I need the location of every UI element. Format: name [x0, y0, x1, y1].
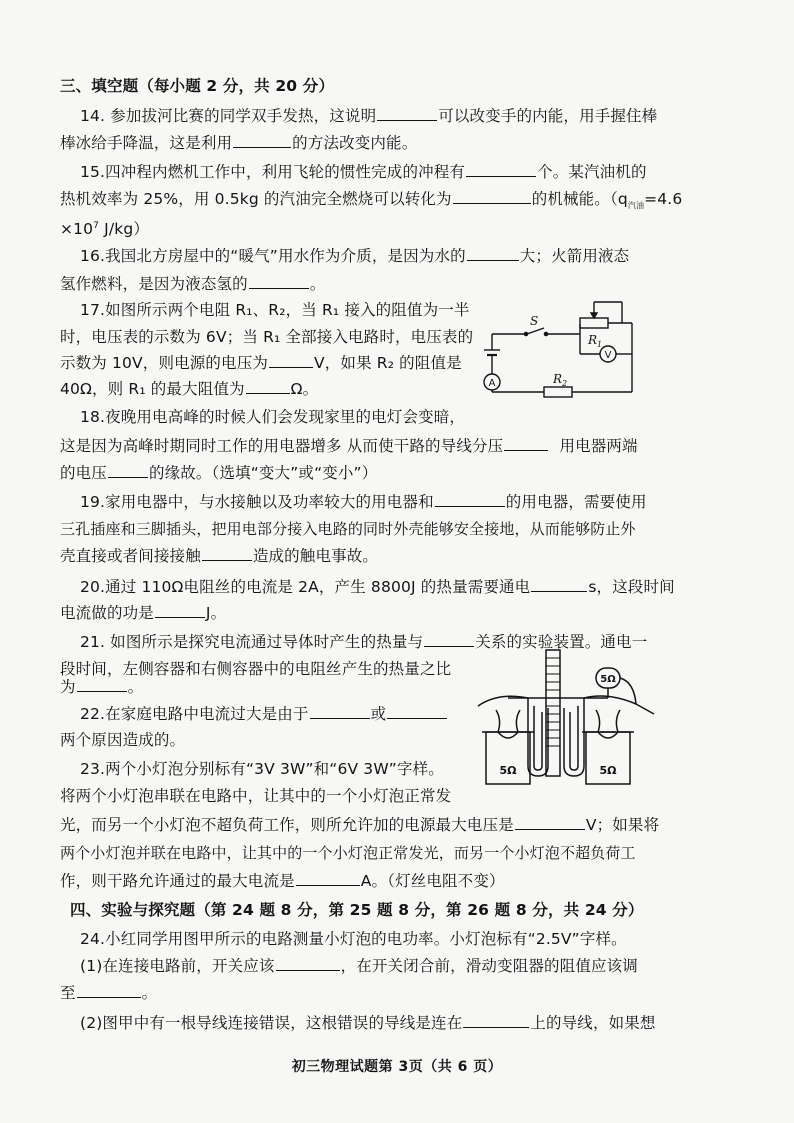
question-23-line-3	[60, 815, 659, 835]
q15-text: 个。某汽油机的	[537, 163, 647, 181]
q14-text: 可以改变手的内能，用手握住棒	[438, 107, 658, 125]
question-15-line-3	[60, 216, 149, 239]
question-17-line-2: 时，电压表的示数为 6V；当 R₁ 全部接入电路时，电压表的	[60, 328, 474, 346]
q21-text: 21. 如图所示是探究电流通过导体时产生的热量与	[80, 633, 424, 651]
q24-blank-3[interactable]	[463, 1013, 529, 1028]
q24-blank-1[interactable]	[276, 956, 340, 971]
section-heading-fill-in: 三、填空题（每小题 2 分，共 20 分）	[60, 77, 335, 95]
q21-text: 为	[60, 678, 76, 696]
q18-text: 用电器两端	[559, 437, 638, 455]
q19-text: 造成的触电事故。	[252, 547, 379, 565]
switch-label: S	[530, 314, 539, 328]
question-23-line-1: 23.两个小灯泡分别标有“3V 3W”和“6V 3W”字样。	[80, 760, 444, 778]
q14-blank-1[interactable]	[377, 106, 437, 121]
question-14-line-1	[80, 106, 657, 126]
q20-blank-2[interactable]	[155, 603, 205, 618]
q14-text: 的方法改变内能。	[292, 134, 418, 152]
question-17-line-3	[60, 353, 462, 373]
question-18-line-3	[60, 463, 377, 483]
q24-text: 。	[141, 984, 158, 1002]
question-24-line-4	[80, 1013, 656, 1033]
q15-text: =4.6	[644, 190, 683, 208]
q17-text: V，如果 R₂ 的阻值是	[314, 354, 462, 372]
section-heading-experiment: 四、实验与探究题（第 24 题 8 分，第 25 题 8 分，第 26 题 8 分，共 24 分）	[70, 901, 644, 919]
question-19-line-3	[60, 546, 378, 566]
circuit-diagram	[472, 292, 642, 410]
left-resistor-label: 5Ω	[499, 764, 517, 777]
q20-text: s，这段时间	[588, 578, 675, 596]
q23-blank-2[interactable]	[296, 871, 360, 886]
q21-blank-1[interactable]	[424, 632, 474, 647]
q20-text: J。	[205, 604, 227, 622]
question-21-line-3	[60, 677, 143, 697]
question-24-line-2	[80, 956, 638, 976]
left-u-tube	[528, 698, 548, 776]
question-14-line-2	[60, 133, 417, 153]
r1-label: $R_1$	[588, 333, 603, 349]
r2-label: $R_2$	[553, 372, 568, 388]
q17-text: Ω。	[290, 380, 319, 398]
q18-text: 这是因为高峰时期同时工作的用电器增多 从而使干路的导线分压	[60, 437, 504, 455]
question-22-line-2: 两个原因造成的。	[60, 731, 186, 749]
q22-text: 22.在家庭电路中电流过大是由于	[80, 705, 309, 723]
question-24-line-3	[60, 983, 157, 1003]
q21-text: 。	[127, 678, 144, 696]
q17-text: 40Ω，则 R₁ 的最大阻值为	[60, 380, 245, 398]
q19-blank-1[interactable]	[435, 492, 505, 507]
q18-blank-2[interactable]	[108, 463, 148, 478]
q23-text: A。（灯丝电阻不变）	[360, 872, 505, 890]
q20-text: 20.通过 110Ω电阻丝的电流是 2A，产生 8800J 的热量需要通电	[80, 578, 531, 596]
q18-blank-1[interactable]	[504, 436, 548, 451]
question-19-line-1	[80, 492, 647, 512]
q15-text: J/kg）	[99, 220, 149, 239]
q23-text: 作，则干路允许通过的最大电流是	[60, 872, 295, 890]
r1-resistor	[580, 318, 608, 328]
r2-resistor	[544, 387, 572, 397]
q24-text: ，在开关闭合前，滑动变阻器的阻值应该调	[340, 957, 638, 975]
q17-text: 示数为 10V，则电源的电压为	[60, 354, 269, 372]
q16-text: 氢作燃料，是因为液态氢的	[60, 275, 248, 293]
q15-text: 热机效率为 25%，用 0.5kg 的汽油完全燃烧可以转化为	[60, 190, 452, 208]
voltmeter-label: V	[604, 350, 612, 361]
question-19-line-2: 三孔插座和三脚插头，把用电部分接入电路的同时外壳能够安全接地，从而能够防止外	[60, 520, 636, 538]
q15-text: 的机械能。（q	[531, 190, 628, 208]
question-24-line-1: 24.小红同学用图甲所示的电路测量小灯泡的电功率。小灯泡标有“2.5V”字样。	[80, 930, 627, 948]
q16-blank-1[interactable]	[467, 246, 519, 261]
question-20-line-1	[80, 577, 675, 597]
q17-blank-1[interactable]	[269, 353, 313, 368]
external-resistor-label: 5Ω	[600, 674, 616, 685]
q16-text: 大；火箭用液态	[519, 247, 630, 265]
question-23-line-2: 将两个小灯泡串联在电路中，让其中的一个小灯泡正常发	[60, 787, 452, 805]
question-22-line-1	[80, 704, 448, 724]
q16-blank-2[interactable]	[249, 274, 309, 289]
q14-text: 棒冰给手降温，这是利用	[60, 134, 233, 152]
question-21-line-2: 段时间，左侧容器和右侧容器中的电阻丝产生的热量之比	[60, 660, 452, 678]
q18-text: 的缘故。（选填“变大”或“变小”）	[148, 464, 378, 482]
q16-text: 16.我国北方房屋中的“暖气”用水作为介质，是因为水的	[80, 247, 466, 265]
right-u-tube	[564, 698, 584, 776]
question-18-line-2	[60, 436, 638, 456]
ammeter-label: A	[488, 378, 496, 389]
q19-text: 19.家用电器中，与水接触以及功率较大的用电器和	[80, 493, 434, 511]
q16-text: 。	[309, 275, 326, 293]
q21-blank-2[interactable]	[77, 677, 127, 692]
q22-text: 或	[370, 705, 387, 723]
q14-blank-2[interactable]	[233, 133, 291, 148]
q23-text: 光，而另一个小灯泡不超负荷工作，则所允许加的电源最大电压是	[60, 816, 514, 834]
right-resistor-label: 5Ω	[599, 764, 617, 777]
question-17-line-4	[60, 379, 318, 399]
q20-blank-1[interactable]	[531, 577, 587, 592]
q19-text: 的用电器，需要使用	[505, 493, 647, 511]
joule-heating-apparatus	[468, 648, 668, 788]
question-23-line-4: 两个小灯泡并联在电路中，让其中的一个小灯泡正常发光，而另一个小灯泡不超负荷工	[60, 844, 636, 862]
q15-blank-1[interactable]	[466, 162, 536, 177]
q23-blank-1[interactable]	[515, 815, 585, 830]
q24-text: (2)图甲中有一根导线连接错误，这根错误的导线是连在	[80, 1014, 463, 1032]
q21-text: 关系的实验装置。通电一	[475, 633, 648, 651]
q24-text: (1)在连接电路前，开关应该	[80, 957, 275, 975]
q15-subscript: 汽油	[627, 201, 645, 211]
q22-blank-2[interactable]	[387, 704, 447, 719]
q15-text: 15.四冲程内燃机工作中，利用飞轮的惯性完成的冲程有	[80, 163, 466, 181]
q19-text: 壳直接或者间接接触	[60, 547, 201, 565]
q24-blank-2[interactable]	[77, 983, 141, 998]
question-23-line-5	[60, 871, 505, 891]
q20-text: 电流做的功是	[60, 604, 154, 622]
q18-text: 的电压	[60, 464, 107, 482]
q15-blank-2[interactable]	[453, 189, 531, 204]
q24-text: 至	[60, 984, 76, 1002]
q15-text: ×10	[60, 220, 94, 239]
question-15-line-2	[60, 189, 682, 216]
question-20-line-2	[60, 603, 226, 623]
question-16-line-1	[80, 246, 629, 266]
question-17-line-1: 17.如图所示两个电阻 R₁、R₂，当 R₁ 接入的阻值为一半	[80, 301, 470, 319]
q23-text: V；如果将	[585, 816, 660, 834]
q19-blank-2[interactable]	[202, 546, 252, 561]
q24-text: 上的导线，如果想	[530, 1014, 656, 1032]
q15-superscript: 7	[93, 221, 100, 231]
q14-text: 14. 参加拔河比赛的同学双手发热，这说明	[80, 107, 377, 125]
question-15-line-1	[80, 162, 647, 182]
question-16-line-2	[60, 274, 325, 294]
q22-blank-1[interactable]	[310, 704, 370, 719]
q17-blank-2[interactable]	[246, 379, 290, 394]
page-footer: 初三物理试题第 3页（共 6 页）	[291, 1059, 503, 1075]
question-18-line-1: 18.夜晚用电高峰的时候人们会发现家里的电灯会变暗，	[80, 408, 466, 426]
switch-blade	[527, 328, 544, 334]
